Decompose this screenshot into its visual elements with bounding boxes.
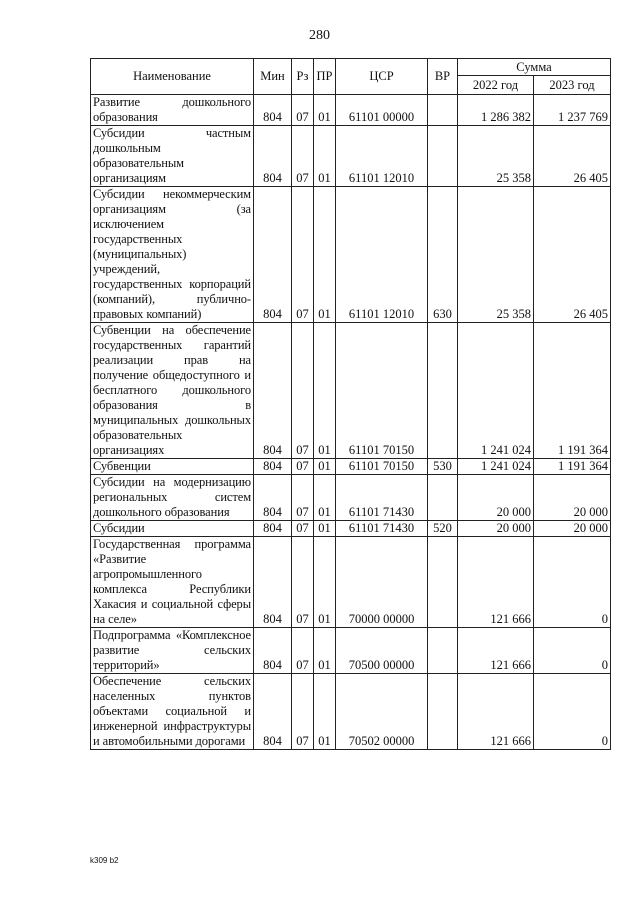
row-pr: 01 — [314, 537, 336, 628]
row-pr: 01 — [314, 126, 336, 187]
row-min: 804 — [254, 95, 292, 126]
row-csr: 61101 71430 — [336, 475, 428, 521]
table-row — [91, 674, 611, 750]
table-row — [91, 521, 611, 537]
row-amount-2022: 1 286 382 — [458, 95, 534, 126]
row-amount-2023: 20 000 — [534, 475, 611, 521]
row-pr: 01 — [314, 187, 336, 323]
row-amount-2022: 1 241 024 — [458, 323, 534, 459]
row-vr — [428, 537, 458, 628]
row-csr: 61101 71430 — [336, 521, 428, 537]
row-pr: 01 — [314, 628, 336, 674]
row-amount-2022: 121 666 — [458, 537, 534, 628]
row-amount-2022: 20 000 — [458, 521, 534, 537]
row-rz: 07 — [292, 95, 314, 126]
row-min: 804 — [254, 537, 292, 628]
row-amount-2022: 20 000 — [458, 475, 534, 521]
header-year-2022: 2022 год — [458, 76, 534, 95]
row-rz: 07 — [292, 521, 314, 537]
table-header — [91, 59, 611, 95]
row-name: Подпрограмма «Комплексное развитие сельских территорий» — [91, 628, 254, 674]
row-name: Субвенции — [91, 459, 254, 475]
header-csr: ЦСР — [336, 59, 428, 95]
table-row — [91, 475, 611, 521]
row-name: Государственная программа «Развитие агропромышленного комплекса Республики Хакасия и социальной сферы на селе» — [91, 537, 254, 628]
row-name: Субсидии — [91, 521, 254, 537]
row-pr: 01 — [314, 674, 336, 750]
table-row — [91, 628, 611, 674]
row-amount-2023: 0 — [534, 537, 611, 628]
row-amount-2023: 0 — [534, 628, 611, 674]
page-number: 280 — [309, 28, 330, 43]
header-min: Мин — [254, 59, 292, 95]
row-amount-2023: 26 405 — [534, 126, 611, 187]
table-row — [91, 323, 611, 459]
row-vr — [428, 95, 458, 126]
row-amount-2022: 25 358 — [458, 126, 534, 187]
row-rz: 07 — [292, 628, 314, 674]
row-pr: 01 — [314, 475, 336, 521]
row-vr — [428, 628, 458, 674]
row-min: 804 — [254, 187, 292, 323]
row-rz: 07 — [292, 187, 314, 323]
table-row — [91, 537, 611, 628]
row-min: 804 — [254, 475, 292, 521]
row-vr — [428, 674, 458, 750]
row-csr: 70502 00000 — [336, 674, 428, 750]
row-name: Развитие дошкольного образования — [91, 95, 254, 126]
row-csr: 70000 00000 — [336, 537, 428, 628]
footer-code: k309 b2 — [90, 856, 119, 865]
row-pr: 01 — [314, 459, 336, 475]
row-amount-2022: 25 358 — [458, 187, 534, 323]
row-min: 804 — [254, 674, 292, 750]
row-csr: 61101 12010 — [336, 187, 428, 323]
row-amount-2023: 0 — [534, 674, 611, 750]
row-csr: 61101 70150 — [336, 323, 428, 459]
row-csr: 61101 12010 — [336, 126, 428, 187]
header-vr: ВР — [428, 59, 458, 95]
row-name: Субсидии на модернизацию региональных систем дошкольного образования — [91, 475, 254, 521]
row-vr — [428, 475, 458, 521]
row-amount-2022: 1 241 024 — [458, 459, 534, 475]
header-sum: Сумма — [458, 59, 611, 76]
row-rz: 07 — [292, 459, 314, 475]
row-vr: 630 — [428, 187, 458, 323]
table-row — [91, 95, 611, 126]
table-body — [91, 95, 611, 750]
row-rz: 07 — [292, 126, 314, 187]
budget-table — [90, 58, 611, 750]
row-vr — [428, 126, 458, 187]
row-min: 804 — [254, 323, 292, 459]
row-rz: 07 — [292, 475, 314, 521]
row-min: 804 — [254, 126, 292, 187]
table-row — [91, 187, 611, 323]
row-name: Обеспечение сельских населенных пунктов объектами социальной и инженерной инфраструктуры и автомобильными дорогами — [91, 674, 254, 750]
row-rz: 07 — [292, 537, 314, 628]
row-name: Субсидии частным дошкольным образовательным организациям — [91, 126, 254, 187]
header-pr: ПР — [314, 59, 336, 95]
row-vr — [428, 323, 458, 459]
row-amount-2023: 1 237 769 — [534, 95, 611, 126]
row-pr: 01 — [314, 95, 336, 126]
row-pr: 01 — [314, 521, 336, 537]
row-amount-2023: 1 191 364 — [534, 323, 611, 459]
row-rz: 07 — [292, 323, 314, 459]
row-min: 804 — [254, 521, 292, 537]
row-amount-2023: 20 000 — [534, 521, 611, 537]
row-min: 804 — [254, 628, 292, 674]
row-vr: 520 — [428, 521, 458, 537]
row-name: Субсидии некоммерческим организациям (за исключением государственных (муниципальных) учреждений, государственных корпораций (компаний), публично-правовых компаний) — [91, 187, 254, 323]
row-rz: 07 — [292, 674, 314, 750]
row-csr: 70500 00000 — [336, 628, 428, 674]
row-vr: 530 — [428, 459, 458, 475]
row-csr: 61101 00000 — [336, 95, 428, 126]
row-amount-2022: 121 666 — [458, 628, 534, 674]
row-csr: 61101 70150 — [336, 459, 428, 475]
table-row — [91, 126, 611, 187]
header-rz: Рз — [292, 59, 314, 95]
row-amount-2023: 1 191 364 — [534, 459, 611, 475]
row-amount-2022: 121 666 — [458, 674, 534, 750]
header-year-2023: 2023 год — [534, 76, 611, 95]
row-amount-2023: 26 405 — [534, 187, 611, 323]
header-name: Наименование — [91, 59, 254, 95]
table-row — [91, 459, 611, 475]
row-min: 804 — [254, 459, 292, 475]
row-pr: 01 — [314, 323, 336, 459]
row-name: Субвенции на обеспечение государственных гарантий реализации прав на получение общедоступного и бесплатного дошкольного образования в муниципальных дошкольных образовательных организациях — [91, 323, 254, 459]
